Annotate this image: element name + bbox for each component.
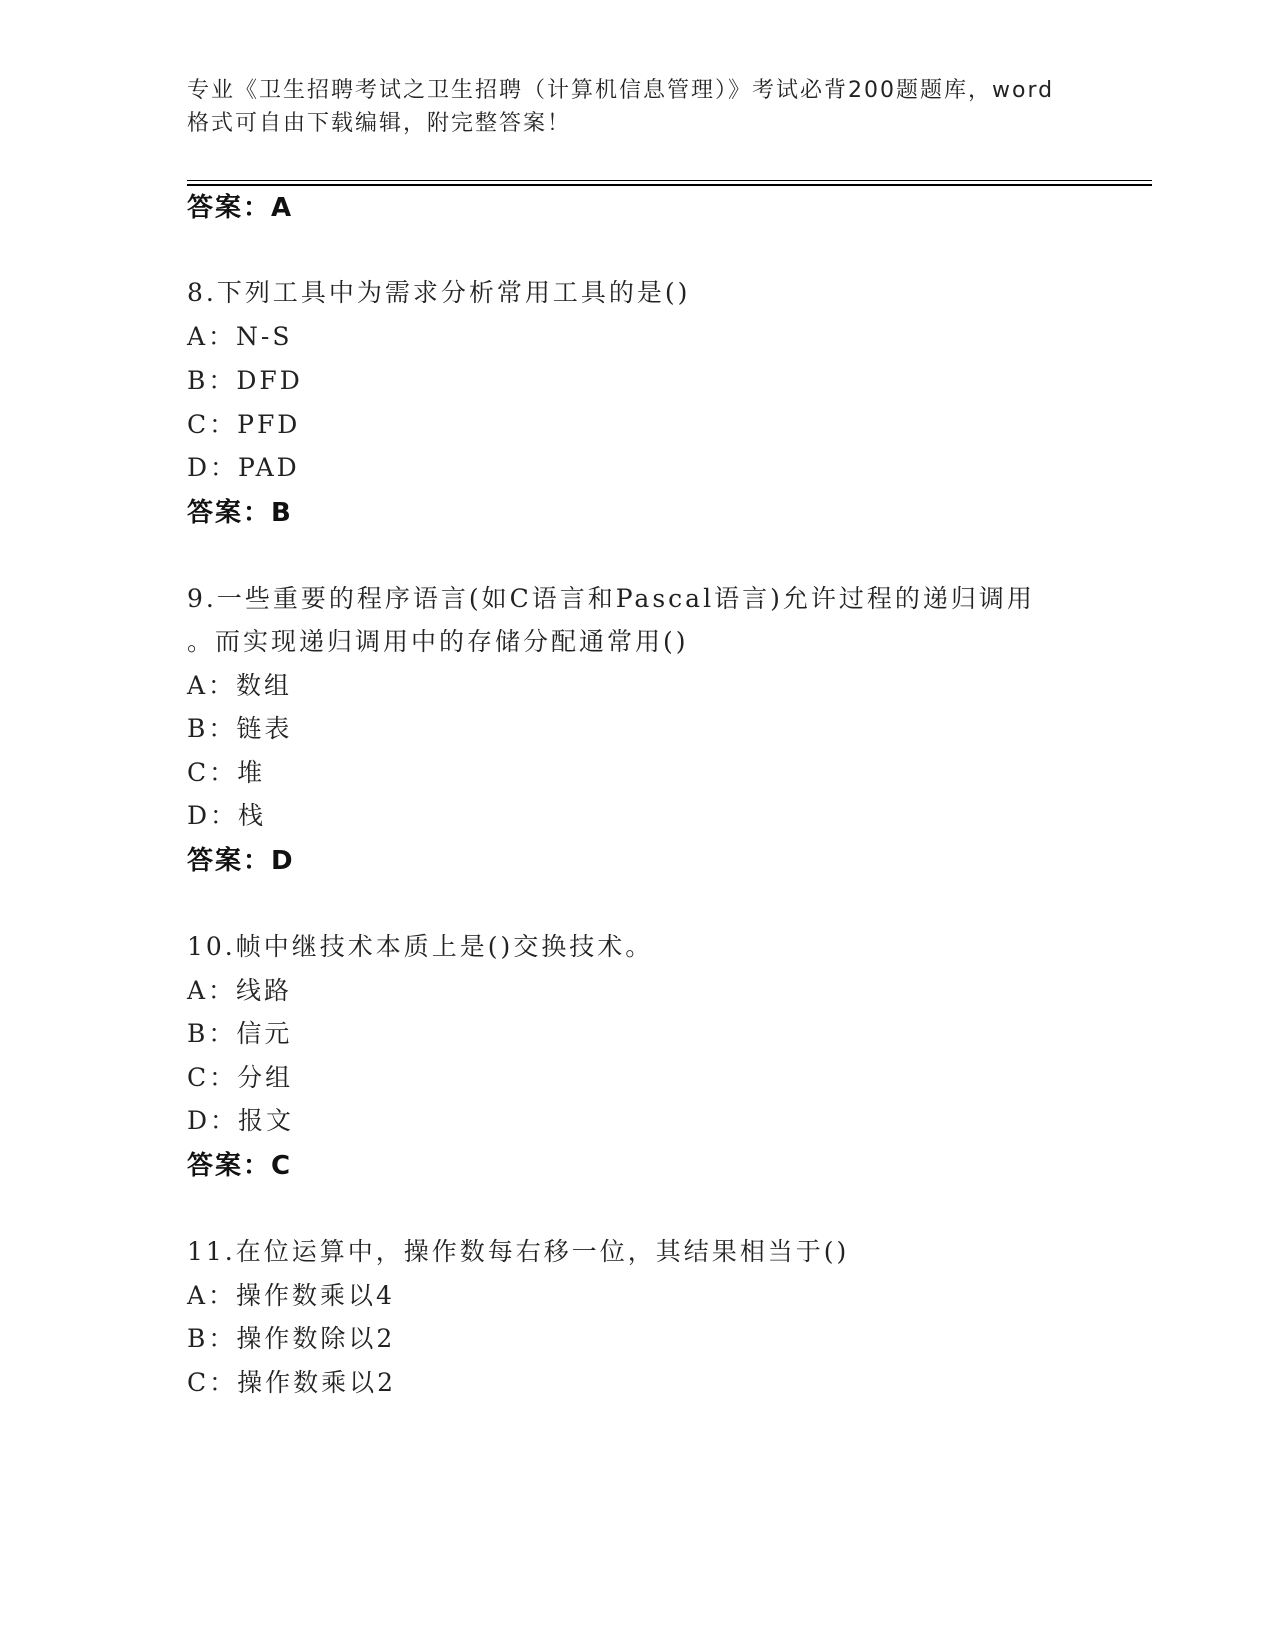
question-9-answer: 答案：D: [187, 846, 295, 876]
question-11-option-b: B：操作数除以2: [187, 1324, 396, 1353]
header-rule-thin: [187, 180, 1152, 181]
question-8-option-d: D：PAD: [187, 453, 300, 482]
question-9-option-d: D：栈: [187, 801, 267, 830]
question-10-option-c: C：分组: [187, 1063, 294, 1092]
question-10-answer: 答案：C: [187, 1151, 293, 1181]
question-8-option-b: B：DFD: [187, 366, 303, 395]
header-line-2: 格式可自由下载编辑，附完整答案！: [187, 111, 572, 136]
header-line-1: 专业《卫生招聘考试之卫生招聘（计算机信息管理）》考试必背200题题库，word: [187, 78, 1055, 103]
question-10-option-d: D：报文: [187, 1106, 295, 1135]
question-10-option-b: B：信元: [187, 1019, 293, 1048]
question-9-text-line-1: 9.一些重要的程序语言(如C语言和Pascal语言)允许过程的递归调用: [187, 584, 1035, 613]
question-11-option-a: A：操作数乘以4: [187, 1281, 395, 1310]
question-8-text: 8.下列工具中为需求分析常用工具的是(): [187, 278, 691, 307]
question-10-option-a: A：线路: [187, 976, 293, 1005]
question-10-text: 10.帧中继技术本质上是()交换技术。: [187, 932, 654, 961]
question-9-option-a: A：数组: [187, 671, 293, 700]
question-8-option-a: A：N-S: [187, 322, 293, 351]
question-9-option-b: B：链表: [187, 714, 293, 743]
question-8-answer: 答案：B: [187, 498, 293, 528]
question-11-option-c: C：操作数乘以2: [187, 1368, 397, 1397]
question-9-option-c: C：堆: [187, 758, 266, 787]
question-11-text: 11.在位运算中，操作数每右移一位，其结果相当于(): [187, 1237, 850, 1266]
document-header: [187, 74, 1087, 140]
question-8-option-c: C：PFD: [187, 410, 301, 439]
question-9-text-line-2: 。而实现递归调用中的存储分配通常用(): [187, 627, 689, 656]
answer-previous: 答案：A: [187, 193, 294, 223]
header-rule-thick: [187, 184, 1152, 186]
